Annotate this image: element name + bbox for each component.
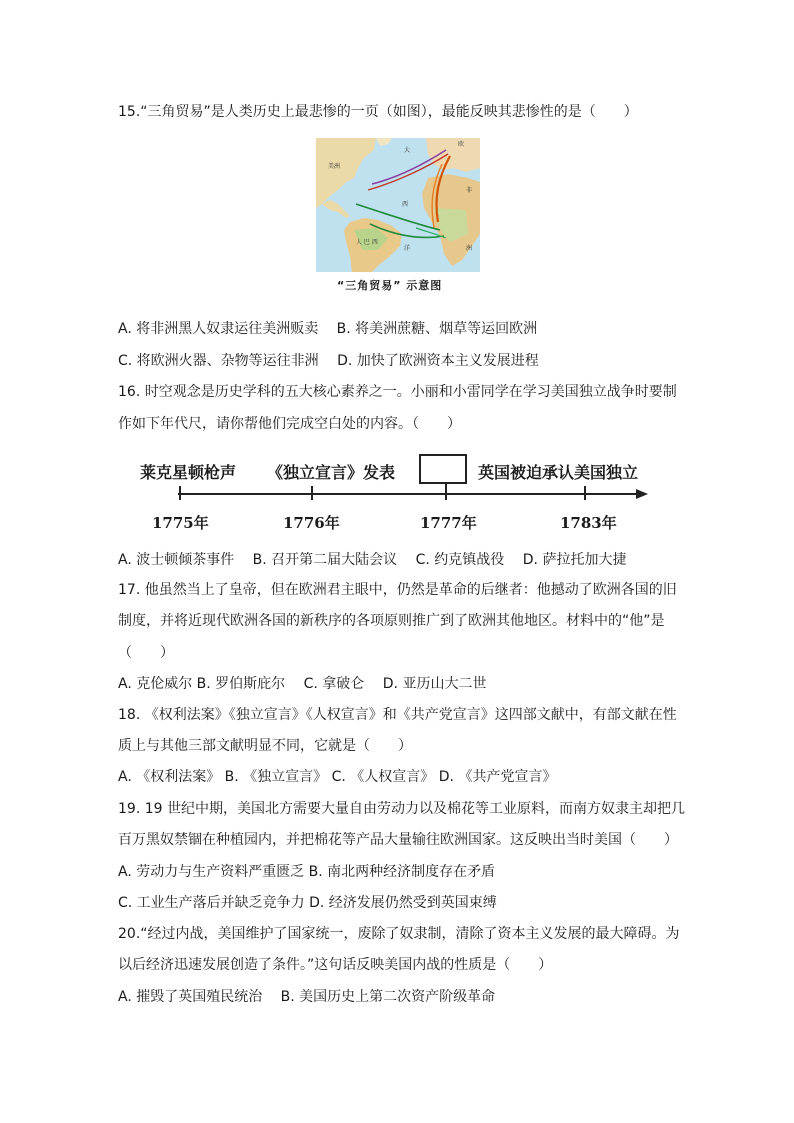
map-label-north-america: 美洲 <box>328 163 341 170</box>
map-label-atlantic-2: 西 <box>402 201 409 208</box>
q16-stem-line1: 16. 时空观念是历史学科的五大核心素养之一。小丽和小雷同学在学习美国独立战争时要制 <box>118 384 677 400</box>
q20-options-ab: A. 摧毁了英国殖民统治 B. 美国历史上第二次资产阶级革命 <box>118 989 496 1005</box>
q19-stem-line1: 19. 19 世纪中期，美国北方需要大量自由劳动力以及棉花等工业原料，而南方奴隶主却把几 <box>118 801 685 817</box>
q20-stem-line1: 20.“经过内战，美国维护了国家统一，废除了奴隶制，清除了资本主义发展的最大障碍。为 <box>118 926 680 942</box>
map-label-south-america: 人 巴 西 <box>356 239 378 246</box>
q15-stem: 15.“三角贸易”是人类历史上最悲惨的一页（如图），最能反映其悲惨性的是（ ） <box>118 104 638 120</box>
q16-options: A. 波士顿倾茶事件 B. 召开第二届大陆会议 C. 约克镇战役 D. 萨拉托加大捷 <box>118 552 627 568</box>
triangle-trade-map <box>316 138 480 272</box>
q20-stem-line2: 以后经济迅速发展创造了条件。”这句话反映美国内战的性质是（ ） <box>118 957 553 973</box>
q17-stem-line3: （ ） <box>118 645 174 661</box>
q18-stem-line1: 18. 《权利法案》《独立宣言》《人权宣言》和《共产党宣言》这四部文献中，有部文献在性 <box>118 707 677 723</box>
q19-options-cd: C. 工业生产落后并缺乏竞争力 D. 经济发展仍然受到英国束缚 <box>118 895 497 911</box>
map-label-atlantic-3: 洋 <box>404 245 411 252</box>
q19-options-ab: A. 劳动力与生产资料严重匮乏 B. 南北两种经济制度存在矛盾 <box>118 864 496 880</box>
q15-options-cd: C. 将欧洲火器、杂物等运往非洲 D. 加快了欧洲资本主义发展进程 <box>118 353 539 369</box>
q15-options-ab: A. 将非洲黑人奴隶运往美洲贩卖 B. 将美洲蔗糖、烟草等运回欧洲 <box>118 321 538 337</box>
timeline-label-lexington: 莱克星顿枪声 <box>140 463 237 482</box>
q17-stem-line1: 17. 他虽然当上了皇帝，但在欧洲君主眼中，仍然是革命的后继者：他撼动了欧洲各国的旧 <box>118 582 677 598</box>
q16-stem-line2: 作如下年代尺，请你帮他们完成空白处的内容。（ ） <box>118 416 461 432</box>
map-label-europe: 欧 <box>458 141 465 148</box>
q18-options: A. 《权利法案》 B. 《独立宣言》 C. 《人权宣言》 D. 《共产党宣言》 <box>118 769 557 785</box>
timeline-label-recognition: 英国被迫承认美国独立 <box>478 463 639 482</box>
timeline-year-1777: 1777年 <box>420 514 477 532</box>
timeline-year-1776: 1776年 <box>283 514 340 532</box>
q19-stem-line2: 百万黑奴禁锢在种植园内，并把棉花等产品大量输往欧洲国家。这反映出当时美国（ ） <box>118 832 678 848</box>
timeline-year-1775: 1775年 <box>152 514 209 532</box>
timeline-year-1783: 1783年 <box>560 514 617 532</box>
timeline-blank-box <box>419 454 467 484</box>
map-caption: “三角贸易” 示意图 <box>337 279 443 292</box>
timeline-label-declaration: 《独立宣言》发表 <box>267 463 396 482</box>
map-label-africa-2: 洲 <box>466 245 473 252</box>
map-label-africa-1: 非 <box>466 187 473 194</box>
q18-stem-line2: 质上与其他三部文献明显不同，它就是（ ） <box>118 738 412 754</box>
q17-options: A. 克伦威尔 B. 罗伯斯庇尔 C. 拿破仑 D. 亚历山大二世 <box>118 676 487 692</box>
map-label-atlantic-1: 大 <box>404 147 411 154</box>
q17-stem-line2: 制度，并将近现代欧洲各国的新秩序的各项原则推广到了欧洲其他地区。材料中的“他”是 <box>118 613 665 629</box>
